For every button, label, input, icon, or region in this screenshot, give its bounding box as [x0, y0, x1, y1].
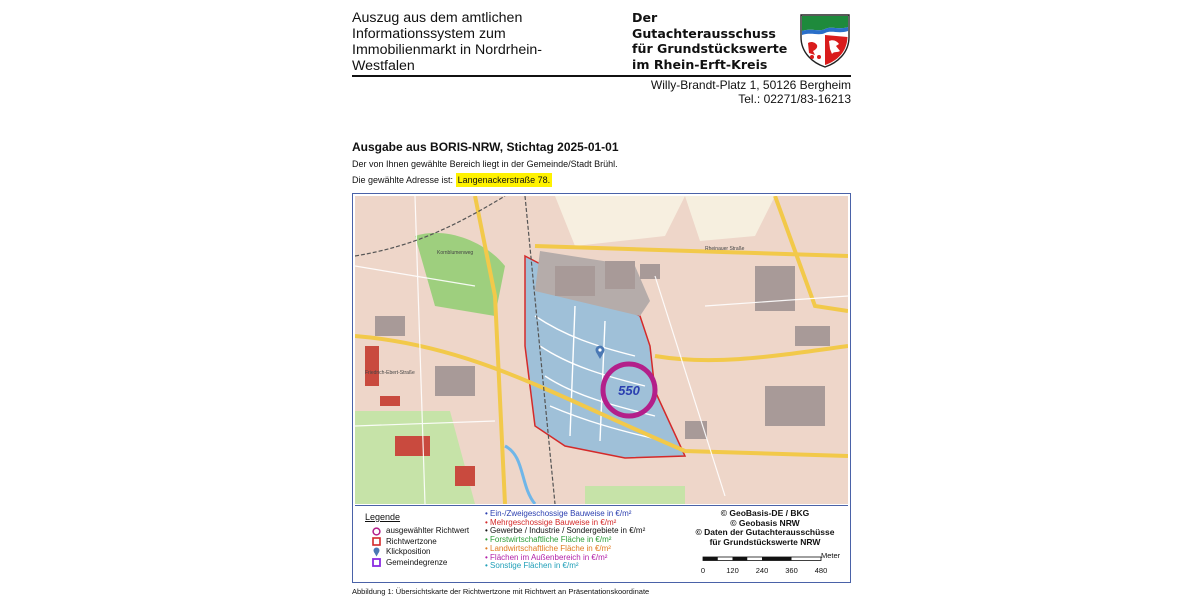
legend-item — [369, 537, 469, 548]
header-title-line: Westfalen — [352, 58, 415, 74]
legend-symbols — [369, 526, 469, 568]
legend-item-label: Gemeindegrenze — [386, 557, 448, 567]
scale-tick: 120 — [726, 566, 739, 575]
header-title-line: Auszug aus dem amtlichen — [352, 10, 523, 26]
authority-name-line: im Rhein-Erft-Kreis — [632, 56, 768, 72]
richtwertzone-square-icon — [369, 537, 383, 546]
legend-title: Legende — [365, 512, 401, 522]
legend-category-label: Sonstige Flächen in €/m² — [490, 561, 579, 571]
copyright-line: © GeoBasis-DE / BKG — [720, 508, 810, 518]
klickposition-pin-icon — [369, 547, 383, 557]
bullet-icon: • — [485, 535, 491, 545]
legend-item — [369, 526, 469, 537]
nrw-coat-of-arms-icon — [799, 13, 851, 68]
authority-address — [651, 78, 851, 106]
gemeindegrenze-square-icon — [369, 558, 383, 567]
legend-item-label: Richtwertzone — [386, 536, 437, 546]
legend-item-label: ausgewählter Richtwert — [386, 526, 470, 535]
green-area-south — [585, 486, 685, 504]
header-divider — [352, 75, 851, 77]
selected-address-highlight: Langenackerstraße 78. — [457, 175, 551, 185]
selected-richtwert-circle-icon — [369, 527, 383, 536]
legend-category-label: Mehrgeschossige Bauweise in €/m² — [490, 517, 617, 527]
legend-item-label: Klickposition — [386, 547, 431, 556]
scale-tick: 360 — [785, 566, 798, 575]
bullet-icon: • — [485, 543, 491, 553]
bullet-icon: • — [485, 526, 491, 536]
bullet-icon: • — [485, 552, 491, 562]
selected-address-prefix: Die gewählte Adresse ist: — [352, 175, 456, 185]
legend-category-label: Forstwirtschaftliche Fläche in €/m² — [490, 535, 612, 545]
legend-category — [485, 562, 645, 571]
overview-map — [355, 196, 848, 504]
authority-name-line: Der Gutachterausschuss — [632, 10, 776, 41]
header-title-line: Informationssystem zum — [352, 26, 506, 42]
address-line: Willy-Brandt-Platz 1, 50126 Bergheim — [650, 78, 851, 92]
document-page — [352, 0, 851, 600]
scale-unit: Meter — [821, 553, 841, 560]
legend-category-label: Gewerbe / Industrie / Sondergebiete in €/m² — [490, 526, 646, 536]
header-title — [352, 10, 582, 74]
map-place-label: Friedrich-Ebert-Straße — [365, 370, 415, 376]
header-title-line: Immobilienmarkt in Nordrhein- — [352, 42, 543, 58]
legend-categories — [485, 510, 645, 571]
copyright-notice — [685, 509, 845, 547]
bullet-icon: • — [485, 509, 491, 518]
selected-address-line — [352, 175, 552, 185]
scale-bar — [700, 553, 845, 577]
bullet-icon: • — [485, 561, 491, 571]
legend-category-label: Ein-/Zweigeschossige Bauweise in €/m² — [490, 509, 632, 518]
scale-tick: 240 — [755, 566, 769, 575]
overview-map-frame — [352, 193, 851, 583]
copyright-line: für Grundstückswerte NRW — [709, 536, 821, 547]
phone-line: Tel.: 02271/83-16213 — [738, 92, 851, 106]
scale-tick: 0 — [700, 566, 706, 575]
copyright-line: © Daten der Gutachterausschüsse — [695, 527, 835, 538]
output-title: Ausgabe aus BORIS-NRW, Stichtag 2025-01-01 — [352, 140, 619, 154]
legend-item — [369, 547, 469, 558]
bullet-icon: • — [485, 517, 491, 527]
municipality-line: Der von Ihnen gewählte Bereich liegt in der Gemeinde/Stadt Brühl. — [352, 159, 618, 169]
legend-category-label: Landwirtschaftliche Fläche in €/m² — [490, 543, 611, 553]
scale-tick: 480 — [814, 566, 828, 575]
map-place-label: Kornblumenweg — [437, 250, 474, 256]
authority-name — [632, 10, 802, 72]
copyright-line: © Geobasis NRW — [730, 517, 800, 528]
richtwert-value-label: 550 — [618, 383, 640, 398]
map-place-label: Rheinauer Straße — [705, 246, 745, 252]
legend-category-label: Flächen im Außenbereich in €/m² — [490, 552, 608, 562]
legend-item — [369, 558, 469, 569]
map-legend — [355, 505, 848, 580]
authority-name-line: für Grundstückswerte — [632, 41, 788, 56]
figure-caption: Abbildung 1: Übersichtskarte der Richtwertzone mit Richtwert an Präsentationskoordinate — [352, 587, 650, 596]
